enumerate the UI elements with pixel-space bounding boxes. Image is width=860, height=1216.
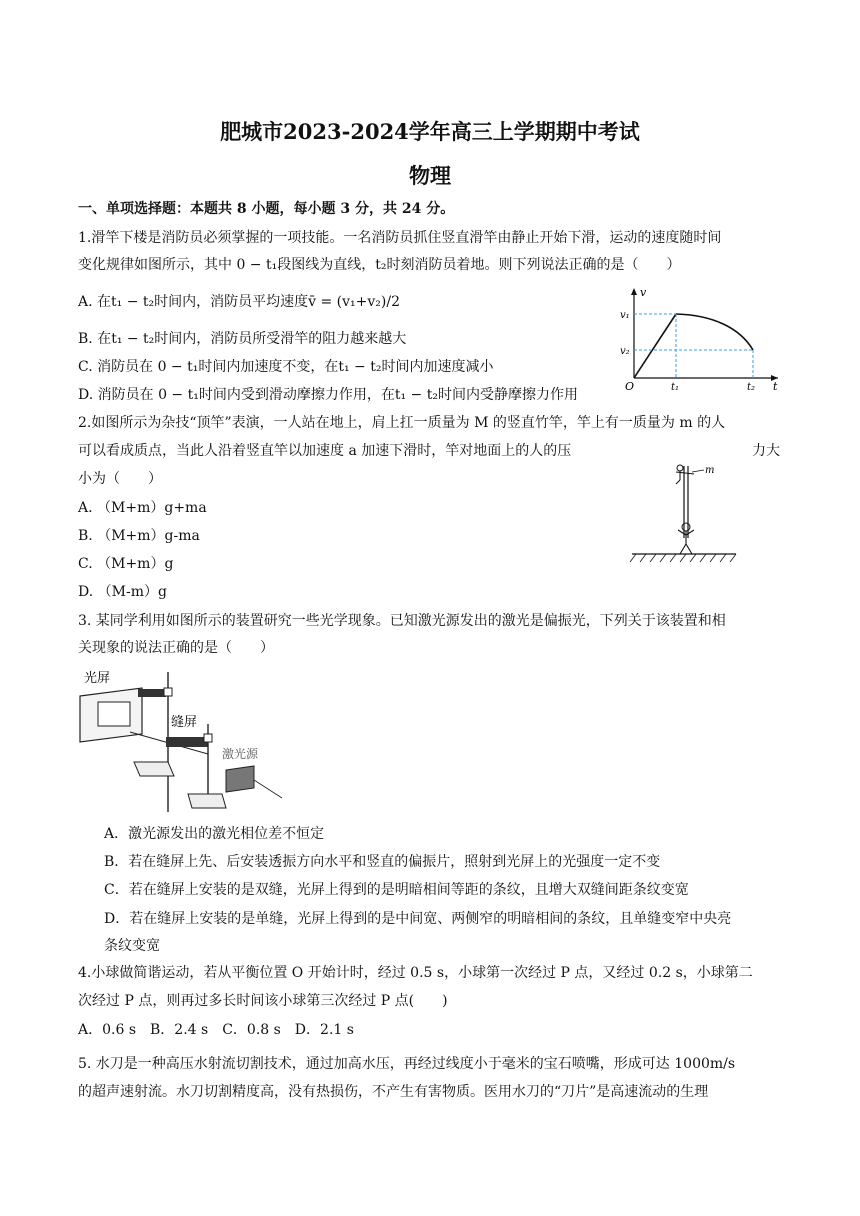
- screen-clamp: [138, 689, 166, 697]
- q2-option-b: B. （M+m）g-ma: [78, 528, 200, 544]
- bottom-person-body: [678, 530, 694, 554]
- screen-stand-joint: [164, 688, 172, 696]
- ground-hatch: [630, 554, 736, 562]
- screen-base: [134, 762, 174, 776]
- q1-option-c: C. 消防员在 0 − t₁时间内加速度不变，在t₁ − t₂时间内加速度减小: [78, 359, 494, 375]
- q3-option-d-line2: 条纹变宽: [104, 938, 160, 954]
- q2-stem-line1: 2.如图所示为杂技“顶竿”表演，一人站在地上，肩上扛一质量为 M 的竖直竹竿，竿上有一质量为 m 的人: [78, 415, 726, 431]
- q1-option-a: A. 在t₁ − t₂时间内，消防员平均速度v̄ = (v₁+v₂)/2: [78, 294, 400, 310]
- q1-option-d: D. 消防员在 0 − t₁时间内受到滑动摩擦力作用，在t₁ − t₂时间内受静摩擦力作用: [78, 387, 578, 403]
- q1-vt-graph: [618, 282, 790, 394]
- q2-option-d: D. （M-m）g: [78, 584, 167, 600]
- slit-base: [188, 794, 226, 808]
- graph-curve-segment: [676, 314, 753, 350]
- subject-title: 物理: [409, 163, 451, 188]
- q5-stem-line2: 的超声速射流。水刀切割精度高，没有热损伤，不产生有害物质。医用水刀的“刀片”是高速流动的生理: [78, 1084, 709, 1100]
- page-title: 肥城市2023-2024学年高三上学期期中考试: [220, 119, 640, 144]
- q4-options: A．0.6 s B．2.4 s C．0.8 s D．2.1 s: [78, 1022, 354, 1038]
- q3-stem-line1: 3. 某同学利用如图所示的装置研究一些光学现象。已知激光源发出的激光是偏振光，下列关于该装置和相: [78, 613, 726, 629]
- screen-label: 光屏: [84, 671, 111, 686]
- v-axis-arrow: [631, 288, 637, 295]
- q3-stem-line2: 关现象的说法正确的是（ ）: [78, 640, 274, 656]
- q1-option-b: B. 在t₁ − t₂时间内，消防员所受滑竿的阻力越来越大: [78, 331, 407, 347]
- v2-label: v₂: [620, 346, 630, 357]
- q2-pole-figure: [628, 458, 740, 570]
- q2-stem-line2a: 可以看成质点，当此人沿着竖直竿以加速度 a 加速下滑时，竿对地面上的人的压: [78, 443, 572, 459]
- q4-stem-line2: 次经过 P 点，则再过多长时间该小球第三次经过 P 点( ): [78, 993, 448, 1009]
- q2-option-c: C. （M+m）g: [78, 556, 174, 572]
- section-heading: 一、单项选择题：本题共 8 小题，每小题 3 分，共 24 分。: [78, 201, 455, 217]
- t2-label: t₂: [747, 382, 756, 393]
- q3-option-c: C．若在缝屏上安装的是双缝，光屏上得到的是明暗相间等距的条纹，且增大双缝间距条纹变宽: [104, 882, 689, 898]
- v-axis-label: v: [640, 286, 647, 299]
- graph-linear-segment: [634, 314, 676, 378]
- q3-option-a: A．激光源发出的激光相位差不恒定: [104, 826, 325, 842]
- q3-option-d-line1: D．若在缝屏上安装的是单缝，光屏上得到的是中间宽、两侧窄的明暗相间的条纹，且单缝变窄中央亮: [104, 911, 732, 927]
- slit-screen: [166, 737, 208, 747]
- v1-label: v₁: [620, 310, 630, 321]
- t-axis-label: t: [773, 380, 778, 393]
- slit-label: 缝屏: [171, 715, 198, 730]
- origin-label: O: [625, 380, 635, 393]
- q1-stem-line1: 1.滑竿下楼是消防员必须掌握的一项技能。一名消防员抓住竖直滑竿由静止开始下滑，运动的速度随时间: [78, 230, 722, 246]
- top-person-head: [677, 465, 683, 471]
- top-person-body: [676, 471, 694, 484]
- q4-stem-line1: 4.小球做简谐运动，若从平衡位置 O 开始计时，经过 0.5 s，小球第一次经过 P 点，又经过 0.2 s，小球第二: [78, 965, 753, 981]
- q5-stem-line1: 5. 水刀是一种高压水射流切割技术，通过加高水压，再经过线度小于毫米的宝石喷嘴，形成可达 1000m/s: [78, 1056, 736, 1072]
- m-pointer: [692, 470, 704, 472]
- screen-window: [98, 702, 130, 726]
- bottom-person-head: [682, 523, 690, 531]
- q2-stem-line2b: 力大: [752, 443, 780, 459]
- m-label: m: [705, 465, 715, 476]
- q3-option-b: B．若在缝屏上先、后安装透振方向水平和竖直的偏振片，照射到光屏上的光强度一定不变: [104, 854, 661, 870]
- laser-cable: [254, 780, 282, 798]
- q1-stem-line2: 变化规律如图所示，其中 0 − t₁段图线为直线，t₂时刻消防员着地。则下列说法正确的是（ ）: [78, 257, 681, 273]
- q3-apparatus-figure: [76, 662, 290, 818]
- slit-stand-joint: [204, 734, 212, 742]
- laser-label: 激光源: [222, 747, 259, 761]
- t1-label: t₁: [671, 382, 680, 393]
- q2-stem-line3: 小为（ ）: [78, 471, 162, 487]
- q2-option-a: A. （M+m）g+ma: [78, 500, 207, 516]
- laser-source: [226, 766, 254, 792]
